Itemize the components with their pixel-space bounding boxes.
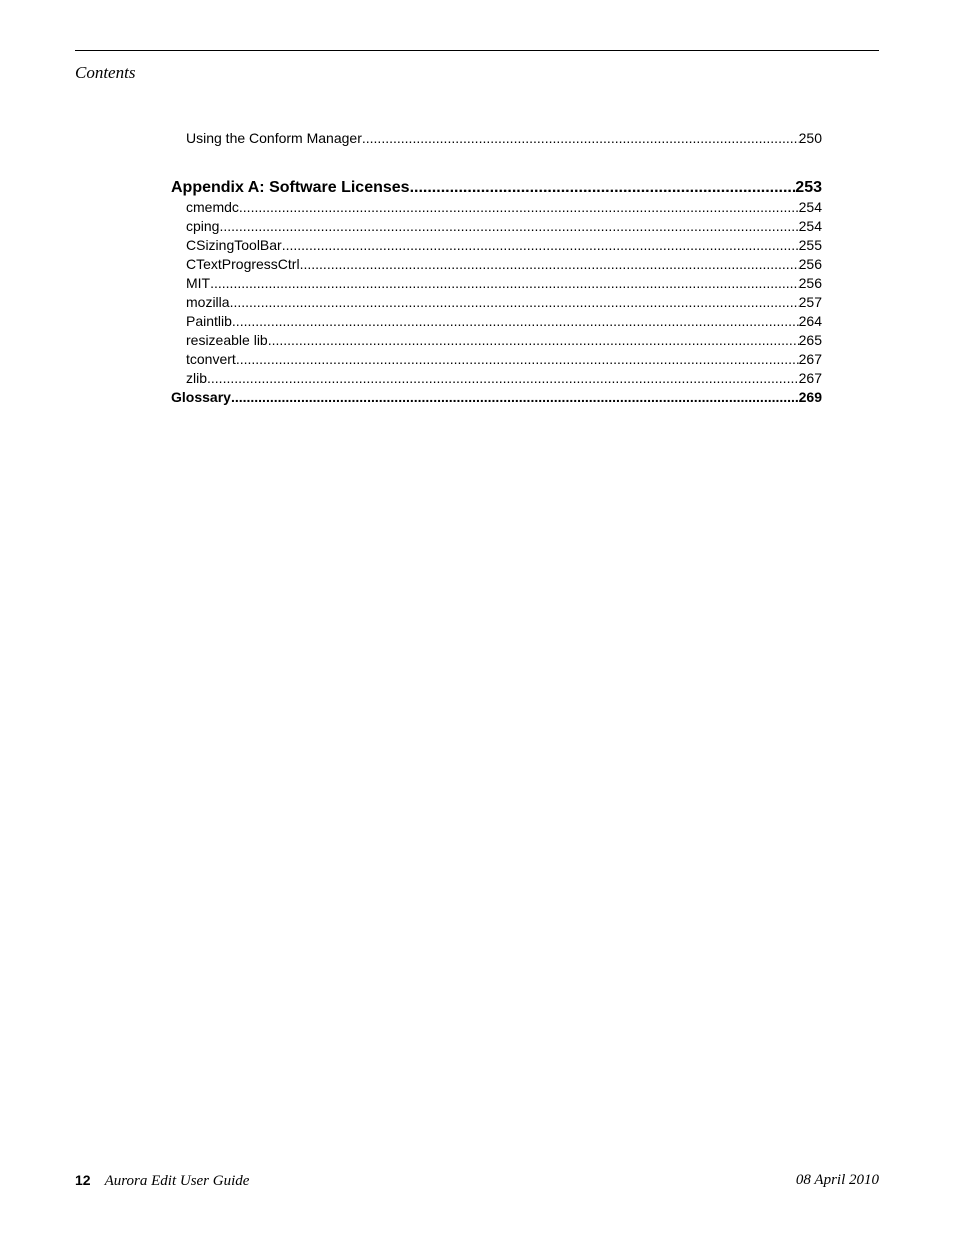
- toc-leader-dots: [232, 312, 799, 330]
- toc-entry-page: 254: [798, 199, 822, 215]
- toc-entry-page: 267: [798, 370, 822, 386]
- toc-leader-dots: [300, 255, 799, 273]
- toc-leader-dots: [210, 274, 799, 292]
- toc-entry-page: 257: [798, 294, 822, 310]
- toc-leader-dots: [410, 178, 796, 198]
- toc-leader-dots: [239, 198, 799, 216]
- toc-entry-using-the-conform-manager[interactable]: [186, 129, 822, 147]
- toc-entry-ctextprogressctrl[interactable]: [186, 255, 822, 273]
- toc-entry-page: 253: [795, 179, 822, 196]
- document-title: Aurora Edit User Guide: [104, 1173, 250, 1189]
- toc-entry-label: MIT: [186, 275, 211, 291]
- toc-leader-dots: [362, 129, 799, 147]
- toc-entry-page: 265: [798, 332, 822, 348]
- toc-entry-mit[interactable]: [186, 274, 822, 292]
- toc-entry-page: 250: [798, 130, 822, 146]
- toc-entry-page: 254: [798, 218, 822, 234]
- toc-entry-label: Appendix A: Software Licenses: [171, 179, 410, 196]
- toc-entry-glossary[interactable]: [171, 388, 822, 406]
- toc-entry-page: 255: [798, 237, 822, 253]
- toc-entry-label: Using the Conform Manager: [186, 130, 362, 146]
- page-number: 12: [75, 1172, 91, 1188]
- toc-leader-dots: [207, 369, 799, 387]
- footer-left: [75, 1172, 249, 1190]
- toc-entry-tconvert[interactable]: [186, 350, 822, 368]
- toc-entry-zlib[interactable]: [186, 369, 822, 387]
- running-head: Contents: [75, 63, 136, 82]
- toc-entry-label: mozilla: [186, 294, 230, 310]
- toc-entry-label: cping: [186, 218, 220, 234]
- toc-entry-label: cmemdc: [186, 199, 239, 215]
- toc-entry-cmemdc[interactable]: [186, 198, 822, 216]
- toc-entry-label: CTextProgressCtrl: [186, 256, 300, 272]
- toc-leader-dots: [236, 350, 799, 368]
- toc-entry-label: Paintlib: [186, 313, 232, 329]
- toc-entry-paintlib[interactable]: [186, 312, 822, 330]
- toc-entry-cping[interactable]: [186, 217, 822, 235]
- toc-entry-resizeable-lib[interactable]: [186, 331, 822, 349]
- toc-entry-label: zlib: [186, 370, 208, 386]
- toc-leader-dots: [230, 293, 799, 311]
- toc-leader-dots: [219, 217, 798, 235]
- toc-entry-page: 269: [798, 389, 822, 405]
- toc-entry-label: Glossary: [171, 389, 231, 405]
- toc-leader-dots: [231, 388, 799, 406]
- toc-entry-page: 256: [798, 256, 822, 272]
- toc-entry-label: tconvert: [186, 351, 236, 367]
- footer-date: 08 April 2010: [795, 1172, 879, 1188]
- toc-leader-dots: [282, 236, 799, 254]
- toc-leader-dots: [268, 331, 799, 349]
- toc-entry-csizingtoolbar[interactable]: [186, 236, 822, 254]
- toc-entry-label: resizeable lib: [186, 332, 268, 348]
- toc-entry-appendix-a-software-licenses[interactable]: [171, 178, 822, 198]
- toc-entry-page: 256: [798, 275, 822, 291]
- toc-entry-page: 264: [798, 313, 822, 329]
- toc-entry-page: 267: [798, 351, 822, 367]
- toc-entry-label: CSizingToolBar: [186, 237, 282, 253]
- toc-entry-mozilla[interactable]: [186, 293, 822, 311]
- header-rule: [75, 50, 879, 51]
